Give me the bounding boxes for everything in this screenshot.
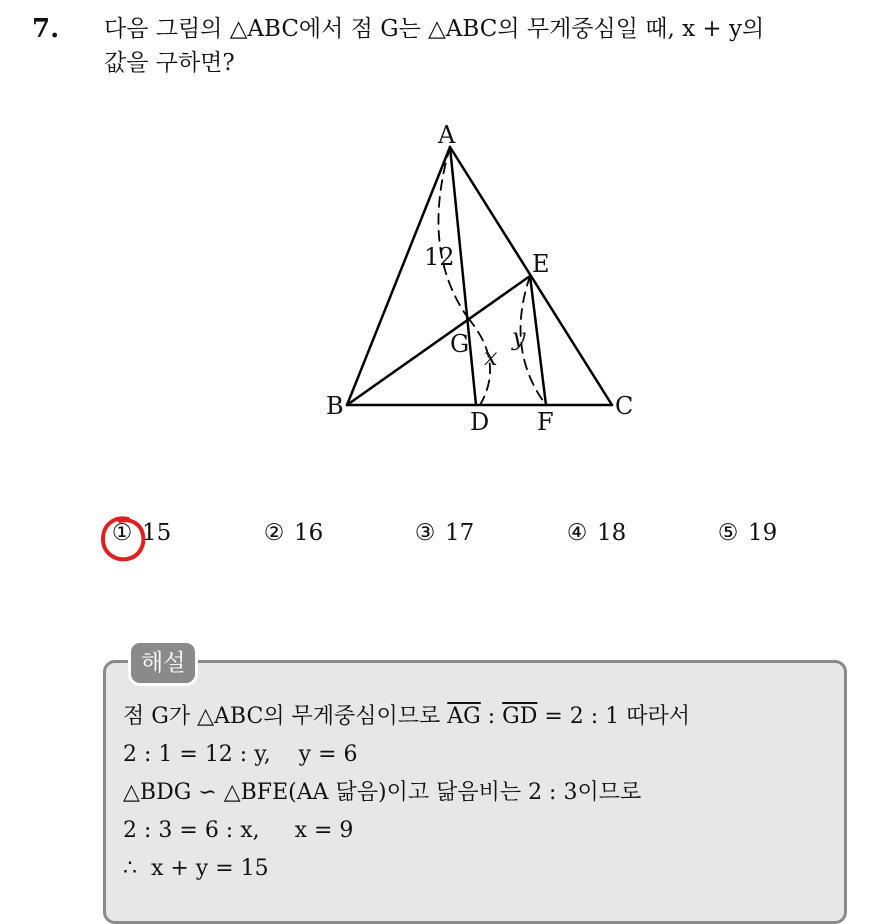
question-number: 7. — [32, 14, 60, 44]
label-f: F — [537, 408, 554, 436]
median-ad — [450, 147, 476, 405]
label-b: B — [326, 392, 344, 420]
solution-lines — [123, 698, 690, 888]
choice-2-value: 16 — [294, 520, 324, 546]
choice-2[interactable] — [262, 520, 323, 546]
choice-1-mark: ① — [111, 520, 133, 546]
segment-gd: $\overline{GD}$ — [502, 704, 538, 729]
choice-1-value: 15 — [142, 520, 172, 546]
segment-ag: $\overline{AG}$ — [447, 704, 481, 729]
label-x: x — [484, 343, 498, 371]
choice-4-value: 18 — [597, 520, 627, 546]
solution-tag: 해설 — [128, 640, 198, 686]
label-e: E — [532, 250, 550, 278]
label-c: C — [615, 392, 634, 420]
label-g: G — [450, 330, 470, 358]
question-line-2: 값을 구하면? — [104, 50, 235, 76]
solution-line-3: △BDG ∽ △BFE(AA 닮음)이고 닮음비는 2 : 3이므로 — [123, 780, 642, 805]
choice-2-mark: ② — [263, 520, 285, 546]
choice-5[interactable] — [716, 520, 777, 546]
choice-4[interactable] — [565, 520, 626, 546]
solution-line-5: ∴ x + y = 15 — [123, 856, 269, 881]
choice-4-mark: ④ — [566, 520, 588, 546]
solution-line-2: 2 : 1 = 12 : y, y = 6 — [123, 742, 358, 767]
question-line-1: 다음 그림의 △ABC에서 점 G는 △ABC의 무게중심일 때, x + y의 — [104, 16, 765, 42]
solution-line-1-b: = 2 : 1 따라서 — [537, 704, 690, 729]
choice-5-mark: ⑤ — [717, 520, 739, 546]
solution-line-4: 2 : 3 = 6 : x, x = 9 — [123, 818, 354, 843]
solution-line-1-colon: : — [480, 704, 503, 729]
label-a: A — [438, 121, 456, 149]
solution-line-1-a: 점 G가 △ABC의 무게중심이므로 — [123, 704, 441, 729]
choice-5-value: 19 — [748, 520, 778, 546]
label-y: y — [512, 323, 526, 351]
choice-3-mark: ③ — [414, 520, 436, 546]
side-ab — [347, 147, 450, 405]
answer-circle-mark — [98, 513, 150, 565]
choice-3[interactable] — [413, 520, 474, 546]
choice-3-value: 17 — [445, 520, 475, 546]
label-12: 12 — [424, 243, 455, 271]
solution-line-1 — [123, 698, 690, 736]
label-d: D — [470, 408, 490, 436]
median-be — [347, 276, 530, 405]
